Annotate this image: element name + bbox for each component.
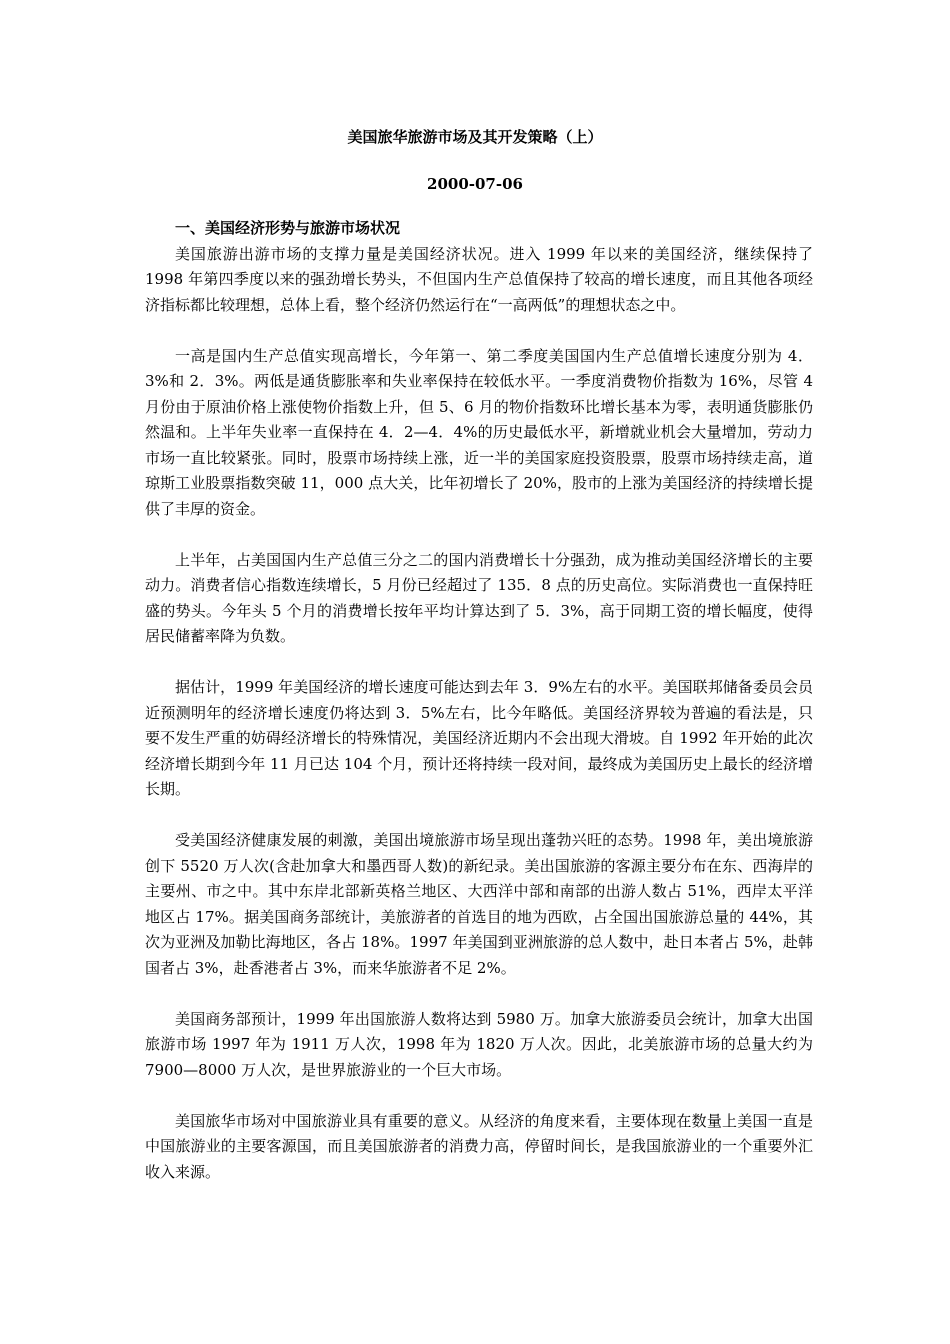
section-heading: 一、美国经济形势与旅游市场状况: [175, 219, 401, 237]
document-date: 2000-07-06: [427, 175, 523, 193]
paragraph: 美国商务部预计，1999 年出国旅游人数将达到 5980 万。加拿大旅游委员会统计，加拿大出国旅游市场 1997 年为 1911 万人次，1998 年为 1820 万人次。因此，北美旅游市场的总量大约为 7900—8000 万人次，是世界旅游业的一个巨大市场。: [145, 1009, 813, 1079]
paragraph: 受美国经济健康发展的刺激，美国出境旅游市场呈现出蓬勃兴旺的态势。1998 年，美出境旅游创下 5520 万人次(含赴加拿大和墨西哥人数)的新纪录。美出国旅游的客源主要分布在东、西海岸的主要州、市之中。其中东岸北部新英格兰地区、大西洋中部和南部的出游人数占 51%，西岸太平洋地区占 17%。据美国商务部统计，美旅游者的首选目的地为西欧，占全国出国旅游总量的 44%，其次为亚洲及加勒比海地区，各占 18%。1997 年美国到亚洲旅游的总人数中，赴日本者占 5%，赴韩国者占 3%，赴香港者占 3%，而来华旅游者不足 2%。: [145, 831, 813, 977]
paragraph: 美国旅华市场对中国旅游业具有重要的意义。从经济的角度来看，主要体现在数量上美国一直是中国旅游业的主要客源国，而且美国旅游者的消费力高，停留时间长，是我国旅游业的一个重要外汇收入来源。: [145, 1111, 813, 1181]
paragraph: 据估计，1999 年美国经济的增长速度可能达到去年 3．9%左右的水平。美国联邦储备委员会员近预测明年的经济增长速度仍将达到 3．5%左右，比今年略低。美国经济界较为普遍的看法是，只要不发生严重的妨碍经济增长的特殊情况，美国经济近期内不会出现大滑坡。自 1992 年开始的此次经济增长期到今年 11 月已达 104 个月，预计还将持续一段对间，最终成为美国历史上最长的经济增长期。: [145, 678, 813, 798]
document-body: [145, 216, 813, 1211]
paragraph: 美国旅游出游市场的支撑力量是美国经济状况。进入 1999 年以来的美国经济，继续保持了 1998 年第四季度以来的强劲增长势头，不但国内生产总值保持了较高的增长速度，而且其他各项经济指标都比较理想，总体上看，整个经济仍然运行在“一高两低”的理想状态之中。: [145, 244, 813, 314]
paragraph: 一高是国内生产总值实现高增长，今年第一、第二季度美国国内生产总值增长速度分别为 4．3%和 2．3%。两低是通货膨胀率和失业率保持在较低水平。一季度消费物价指数为 16%，尽管 4 月份由于原油价格上涨使物价指数上升，但 5、6 月的物价指数环比增长基本为零，表明通货膨胀仍然温和。上半年失业率一直保持在 4．2—4．4%的历史最低水平，新增就业机会大量增加，劳动力市场一直比较紧张。同时，股票市场持续上涨，近一半的美国家庭投资股票，股票市场持续走高，道琼斯工业股票指数突破 11，000 点大关，比年初增长了 20%，股市的上涨为美国经济的持续增长提供了丰厚的资金。: [145, 346, 813, 518]
document-title: 美国旅华旅游市场及其开发策略（上）: [347, 128, 603, 146]
paragraph: 上半年，占美国国内生产总值三分之二的国内消费增长十分强劲，成为推动美国经济增长的主要动力。消费者信心指数连续增长，5 月份已经超过了 135．8 点的历史高位。实际消费也一直保持旺盛的势头。今年头 5 个月的消费增长按年平均计算达到了 5．3%，高于同期工资的增长幅度，使得居民储蓄率降为负数。: [145, 550, 813, 645]
